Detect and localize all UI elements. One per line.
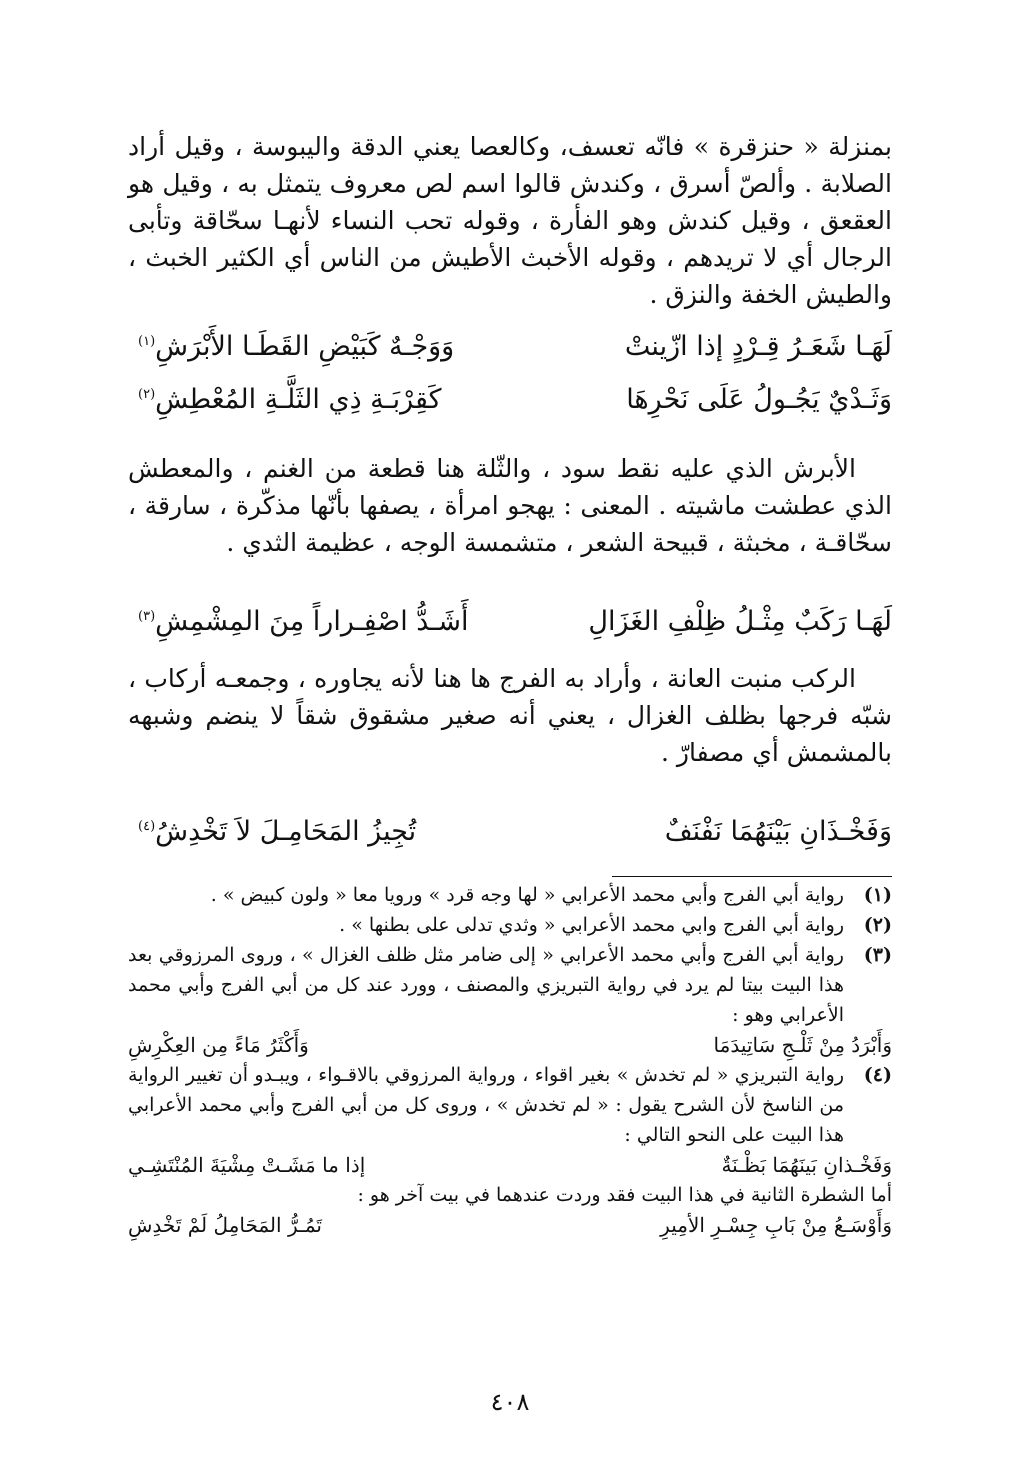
paragraph-2 [128,450,892,561]
verse-3-first-hemistich: لَهَـا رَكَبٌ مِثْـلُ ظِلْفِ الغَزَالِ [588,606,892,637]
footnotes [128,880,892,1240]
footnote-4-text: رواية التبريزي « لم تخدش » بغير اقواء ، ورواية المرزوقي بالاقـواء ، ويبـدو أن تغيير الرواية من الناسخ لأن الشرح يقول : « لم تخدش » ، وروى كل من أبي الفرج وأبي محمد الأعرابي هذا البيت على النحو التالي : [128,1064,844,1146]
footnote-4-continuation: أما الشطرة الثانية في هذا البيت فقد وردت عندهما في بيت آخر هو : [357,1184,892,1206]
footnote-4 [128,1060,892,1150]
footnote-2-number: (٢) [863,914,892,936]
paragraph-1 [128,128,892,313]
footnote-2-text: رواية أبي الفرج وابي محمد الأعرابي « وثدي تدلى على بطنها » . [339,914,844,936]
footnote-4-verse-1-first-hemistich: وَفَخْـذانِ بَينَهُمَا بَظْـنَةٌ [721,1153,892,1177]
verse-2 [128,384,892,428]
footnote-4-verse-1 [128,1150,892,1180]
verse-2-first-hemistich: وَثَـدْيٌ يَجُـولُ عَلَى نَحْرِهَا [626,384,892,415]
verse-1 [128,331,892,375]
footnote-4-verse-1-second-hemistich: إذا ما مَشَـتْ مِشْيَةَ المُنْتَشِـي [128,1153,366,1177]
footnote-3-verse [128,1030,892,1060]
footnote-2 [128,910,892,940]
footnote-3-verse-second-hemistich: وَأَكْثَرُ مَاءً مِن العِكْرِشِ [128,1033,309,1057]
footnote-3-number: (٣) [863,944,892,966]
footnote-separator [612,876,892,877]
footnote-3-verse-first-hemistich: وَأَبْرَدُ مِنْ ثَلْـجِ سَاتِيدَمَا [713,1033,892,1057]
footnote-4-number: (٤) [863,1064,892,1086]
footnote-ref-1: (١) [138,334,156,349]
footnote-ref-2: (٢) [138,387,156,402]
footnote-4-verse-2-first-hemistich: وَأَوْسَـعُ مِنْ بَابِ جِسْـرِ الأمِيرِ [660,1213,892,1237]
footnote-ref-3: (٣) [138,609,156,624]
footnote-1-text: رواية أبي الفرج وأبي محمد الأعرابي « لها وجه قرد » ورويا معا « ولون كبيض » . [210,884,844,906]
paragraph-3-text: الركب منبت العانة ، وأراد به الفرج ها هنا لأنه يجاوره ، وجمعـه أركاب ، شبّه فرجها بظلف الغزال ، يعني أنه صغير مشقوق شقاً لا ينضم وشبهه بالمشمش أي مصفارّ . [128,664,892,767]
footnote-4-verse-2 [128,1210,892,1240]
verse-4-second-hemistich: تُجِيزُ المَحَامِـلَ لاَ تَخْدِشُ$^{(٤)}$ [138,816,417,847]
footnote-1-number: (١) [863,884,892,906]
verse-1-second-hemistich: وَوَجْـهٌ كَبَيْضِ القَطَـا الأَبْرَشِ$^{(١)}$ [138,331,455,362]
footnote-1 [128,880,892,910]
verse-4 [128,816,892,860]
verse-1-first-hemistich: لَهَـا شَعَـرُ قِـرْدٍ إذا ازّينتْ [624,331,892,362]
paragraph-2-text: الأبرش الذي عليه نقط سود ، والثّلة هنا قطعة من الغنم ، والمعطش الذي عطشت ماشيته . المعنى : يهجو امرأة ، يصفها بأنّها مذكّرة ، سارقة ، سحّاقـة ، مخبثة ، قبيحة الشعر ، متشمسة الوجه ، عظيمة الثدي . [128,454,892,557]
footnote-3 [128,940,892,1030]
verse-4-first-hemistich: وَفَخْـذَانِ بَيْنَهُمَا نَفْنَفٌ [664,816,892,847]
verse-3-second-hemistich: أَشَـدُّ اصْفِـراراً مِنَ المِشْمِشِ$^{(٣)}$ [138,606,469,637]
paragraph-1-text: بمنزلة « حنزقرة » فانّه تعسف، وكالعصا يعني الدقة واليبوسة ، وقيل أراد الصلابة . وألصّ أسرق ، وكندش قالوا اسم لص معروف يتمثل به ، وقيل هو العقعق ، وقيل كندش وهو الفأرة ، وقوله تحب النساء لأنهـا سحّاقة وتأبى الرجال أي لا تريدهم ، وقوله الأخبث الأطيش من الناس أي الكثير الخبث ، والطيش الخفة والنزق . [128,132,892,309]
footnote-3-text: رواية أبي الفرج وأبي محمد الأعرابي « إلى ضامر مثل ظلف الغزال » ، وروى المرزوقي بعد هذا البيت بيتا لم يرد في رواية التبريزي والمصنف ، وورد عند كل من أبي الفرج وأبي محمد الأعرابي وهو : [128,944,844,1026]
footnote-ref-4: (٤) [138,819,156,834]
paragraph-3 [128,660,892,771]
footnote-4-verse-2-second-hemistich: تَمُـرُّ المَحَامِلُ لَمْ تَخْدِشِ [128,1213,322,1237]
verse-2-second-hemistich: كَقِرْبَـةِ ذِي الثَلَّـةِ المُعْطِشِ$^{(٢)}$ [138,384,442,415]
verse-3 [128,606,892,650]
page-number: ٤٠٨ [490,1388,530,1416]
